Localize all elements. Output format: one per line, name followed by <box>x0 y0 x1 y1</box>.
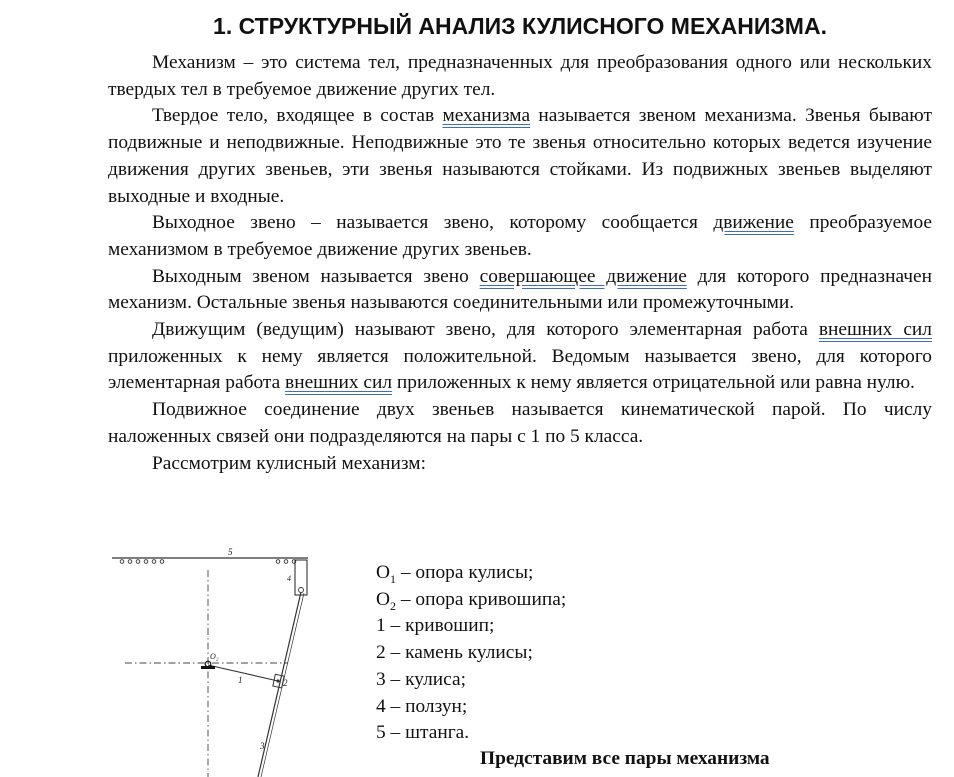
body-text <box>108 50 932 477</box>
paragraph-output-link <box>108 210 932 263</box>
hyperlink-external-forces[interactable]: внешних сил <box>818 319 932 341</box>
paragraph-link-definition <box>108 103 932 210</box>
ground-hatch <box>120 560 296 564</box>
legend-item: 5 – штанга. <box>376 722 470 744</box>
legend-item: 4 – ползун; <box>376 695 468 717</box>
legend-text: – опора кривошипа; <box>396 588 567 610</box>
next-section-heading: Представим все пары механизма <box>480 748 770 769</box>
slider-joint <box>299 588 304 593</box>
label-crank: 1 <box>238 675 243 685</box>
text-run: Движущим (ведущим) называют звено, для которого элементарная работа <box>152 319 819 341</box>
hyperlink-performing-motion[interactable]: совершающее движение <box>479 265 687 287</box>
legend-text: – опора кулисы; <box>396 562 534 583</box>
text-run: для которого предназначен механизм. Остальные звенья называются соединительными или промежуточными. <box>108 265 933 314</box>
label-rod: 5 <box>228 547 233 557</box>
paragraph-driving-link <box>108 317 932 397</box>
legend-item-o2 <box>376 587 566 614</box>
text-run: Выходным звеном называется звено <box>152 265 480 287</box>
legend-subscript: 2 <box>390 598 397 613</box>
block-joint <box>276 679 279 682</box>
label-rocker: 3 <box>260 741 265 751</box>
legend-item: 1 – кривошип; <box>376 615 495 637</box>
legend-letter: O <box>376 562 391 583</box>
legend-subscript: 1 <box>390 571 397 586</box>
hyperlink-mechanism[interactable]: механизма <box>442 105 531 127</box>
text-run: называется звеном механизма. Звенья бывают подвижные и неподвижные. Неподвижные это те звенья относительно которых ведется изучение движения других звеньев, эти звенья называются стойками. Из подвижных звеньев выделяют выходные и входные. <box>108 105 932 207</box>
paragraph-output-link-2 <box>108 264 932 317</box>
paragraph-mechanism-definition: Механизм – это система тел, предназначенных для преобразования одного или нескольких твердых тел в требуемое движение других тел. <box>108 52 932 100</box>
legend-list <box>376 560 566 747</box>
slider-shape <box>295 560 307 595</box>
label-block: 2 <box>283 678 288 688</box>
text-run: преобразуемое механизмом в требуемое движение других звеньев. <box>108 212 932 260</box>
text-run: Выходное звено – называется звено, которому сообщается <box>152 212 714 234</box>
hyperlink-motion[interactable]: движение <box>713 212 794 234</box>
hyperlink-external-forces[interactable]: внешних сил <box>285 372 393 394</box>
section-title: 1. СТРУКТУРНЫЙ АНАЛИЗ КУЛИСНОГО МЕХАНИЗМА. <box>213 13 827 39</box>
legend-letter: O <box>376 588 391 610</box>
legend-item-o1 <box>376 560 566 587</box>
rocker-mechanism-diagram <box>100 540 330 777</box>
paragraph-consider-mechanism: Рассмотрим кулисный механизм: <box>152 452 426 474</box>
label-pivot: O₂ <box>210 652 219 661</box>
text-run: Твердое тело, входящее в состав <box>152 105 443 127</box>
crank-line <box>208 665 278 681</box>
text-run: приложенных к нему является отрицательной или равна нулю. <box>392 372 915 394</box>
pivot-support <box>201 666 215 669</box>
paragraph-kinematic-pair: Подвижное соединение двух звеньев называется кинематической парой. По числу наложенных связей они подразделяются на пары с 1 по 5 класса. <box>108 399 932 447</box>
legend-item: 2 – камень кулисы; <box>376 642 533 664</box>
legend-item: 3 – кулиса; <box>376 668 466 690</box>
label-slider: 4 <box>287 574 291 583</box>
text-run: приложенных к нему является положительной. Ведомым называется звено, для которого элементарная работа <box>108 345 932 394</box>
